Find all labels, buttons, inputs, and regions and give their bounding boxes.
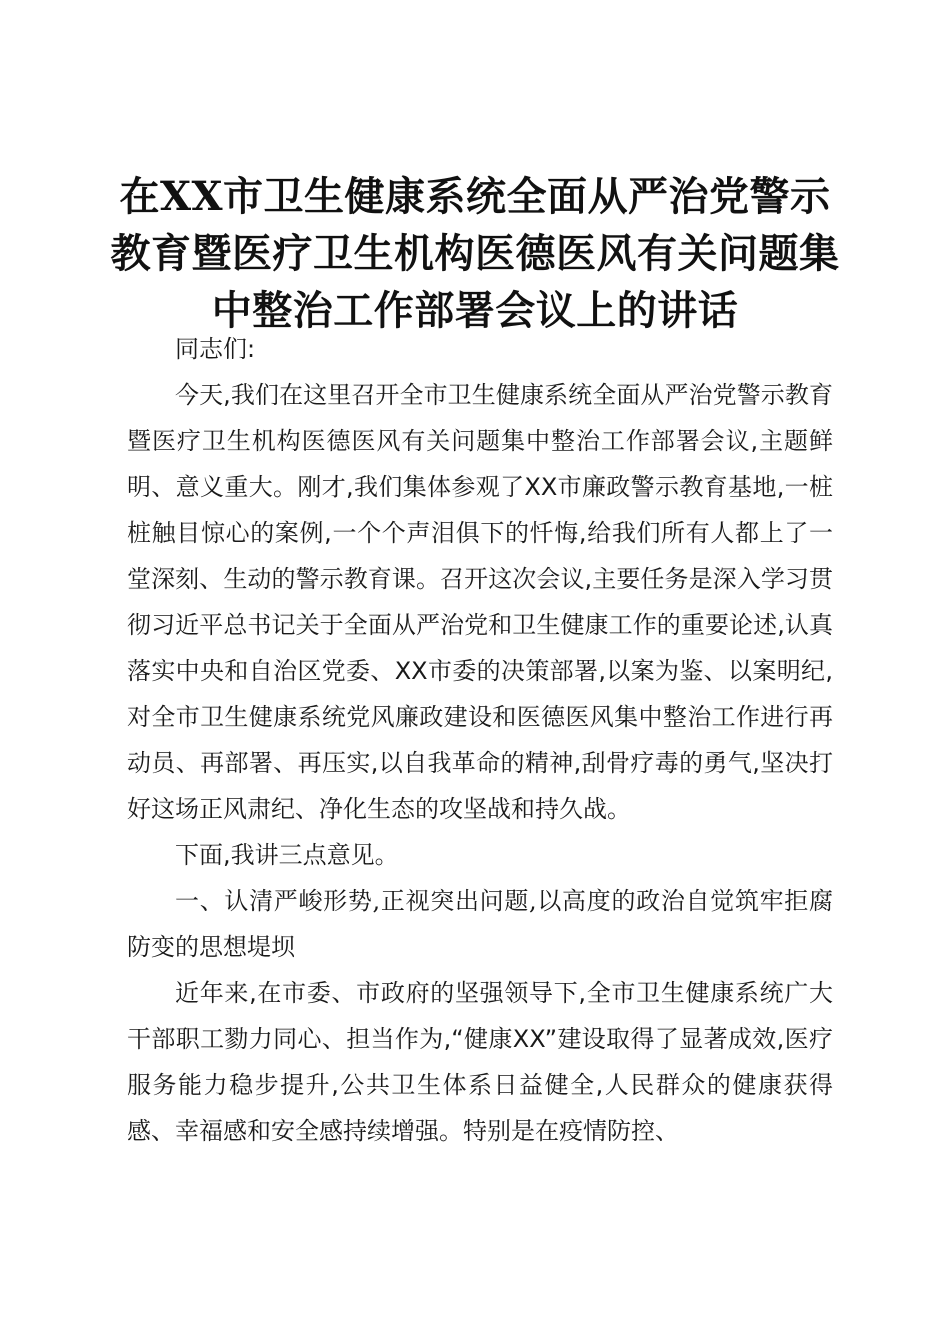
document-title: 在XX市卫生健康系统全面从严治党警示教育暨医疗卫生机构医德医风有关问题集中整治工作部署会议上的讲话 xyxy=(110,173,840,334)
body-paragraph-intro: 今天,我们在这里召开全市卫生健康系统全面从严治党警示教育暨医疗卫生机构医德医风有关问题集中整治工作部署会议,主题鲜明、意义重大。刚才,我们集体参观了XX市廉政警示教育基地,一桩桩触目惊心的案例,一个个声泪俱下的忏悔,给我们所有人都上了一堂深刻、生动的警示教育课。召开这次会议,主要任务是深入学习贯彻习近平总书记关于全面从严治党和卫生健康工作的重要论述,认真落实中央和自治区党委、XX市委的决策部署,以案为鉴、以案明纪,对全市卫生健康系统党风廉政建设和医德医风集中整治工作进行再动员、再部署、再压实,以自我革命的精神,刮骨疗毒的勇气,坚决打好这场正风肃纪、净化生态的攻坚战和持久战。 xyxy=(127,381,833,823)
section-paragraph-1: 近年来,在市委、市政府的坚强领导下,全市卫生健康系统广大干部职工勠力同心、担当作为,“健康XX”建设取得了显著成效,医疗服务能力稳步提升,公共卫生体系日益健全,人民群众的健康获得感、幸福感和安全感持续增强。特别是在疫情防控、 xyxy=(127,979,833,1145)
salutation: 同志们: xyxy=(175,335,256,363)
section-heading-1: 一、认清严峻形势,正视突出问题,以高度的政治自觉筑牢拒腐防变的思想堤坝 xyxy=(127,887,833,961)
body-paragraph-outline: 下面,我讲三点意见。 xyxy=(175,841,399,869)
document-body xyxy=(127,326,833,1154)
